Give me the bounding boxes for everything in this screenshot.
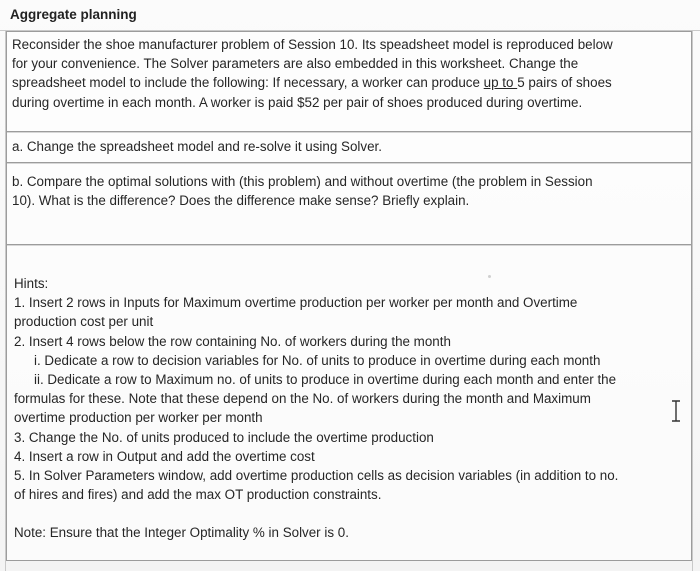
- hint-line: 3. Change the No. of units produced to include the overtime production: [14, 429, 434, 445]
- hints-text: [14, 274, 684, 543]
- grid-line: [692, 30, 693, 571]
- hint-line: overtime production per worker per month: [14, 410, 263, 426]
- hint-line: formulas for these. Note that these depend on the No. of workers during the month and Maximum: [14, 391, 591, 407]
- intro-line: for your convenience. The Solver parameters are also embedded in this worksheet. Change the: [12, 56, 579, 72]
- hint-line: 2. Insert 4 rows below the row containing No. of workers during the month: [14, 333, 451, 349]
- hint-line: of hires and fires) and add the max OT production constraints.: [14, 487, 382, 503]
- part-a-text: [12, 137, 682, 156]
- part-b-text: [12, 172, 682, 210]
- text-cursor-icon: [670, 400, 682, 422]
- underlined-text: up to: [483, 75, 518, 91]
- hints-heading: Hints:: [14, 276, 49, 291]
- intro-line-start: spreadsheet model to include the following: If necessary, a worker can produce: [12, 75, 484, 91]
- hint-subline: ii. Dedicate a row to Maximum no. of units to produce in overtime during each month and enter the: [34, 372, 617, 388]
- hint-line: production cost per unit: [14, 314, 154, 330]
- intro-line: during overtime in each month. A worker is paid $52 per pair of shoes produced during overtime.: [12, 94, 583, 110]
- intro-line-end: 5 pairs of shoes: [517, 75, 612, 91]
- hint-line: 5. In Solver Parameters window, add overtime production cells as decision variables (in addition to no.: [14, 468, 619, 484]
- part-b-line: 10). What is the difference? Does the difference make sense? Briefly explain.: [12, 193, 470, 209]
- note-line: Note: Ensure that the Integer Optimality % in Solver is 0.: [14, 525, 349, 541]
- page-title: Aggregate planning: [10, 7, 137, 22]
- blank-line: [14, 504, 684, 523]
- intro-line: [12, 73, 682, 92]
- intro-line: Reconsider the shoe manufacturer problem of Session 10. Its speadsheet model is reproduced below: [12, 37, 613, 52]
- part-a-line: a. Change the spreadsheet model and re-solve it using Solver.: [12, 139, 382, 154]
- hint-line: 1. Insert 2 rows in Inputs for Maximum overtime production per worker per month and Overtime: [14, 295, 578, 311]
- hint-line: 4. Insert a row in Output and add the overtime cost: [14, 448, 315, 464]
- intro-text: [12, 35, 682, 112]
- hint-subline: i. Dedicate a row to decision variables for No. of units to produce in overtime during each month: [34, 352, 601, 368]
- part-b-line: b. Compare the optimal solutions with (this problem) and without overtime (the problem in Session: [12, 174, 593, 189]
